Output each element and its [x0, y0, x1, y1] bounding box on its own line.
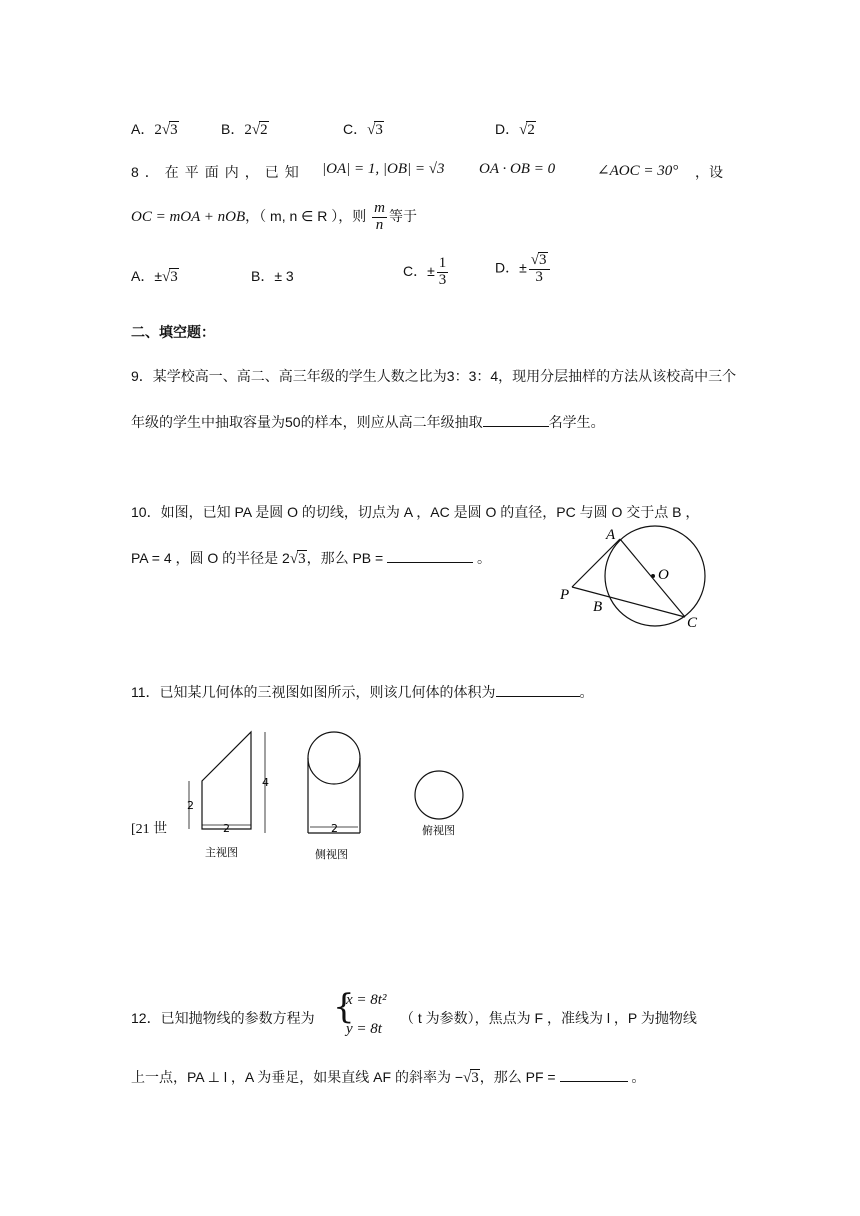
- q8-option-d: D．± $\frac{√3}{3}$: [495, 252, 552, 286]
- label-a: A: [606, 527, 616, 543]
- q8-set: ，设: [695, 164, 723, 180]
- q12-line2: 上一点，PA ⊥ l ，A 为垂足，如果直线 AF 的斜率为 −√3，那么 PF = 。: [131, 1069, 646, 1086]
- q8-condition-1: |OA| = 1, |OB| = √3: [322, 161, 445, 177]
- q12-brace: {: [333, 987, 355, 1027]
- q10-line2: PA = 4 ，圆 O 的半径是 2√3，那么 PB = 。: [131, 550, 491, 567]
- dim-2-side: 2: [331, 822, 338, 835]
- q8-line2: OC = mOA + nOB，（ m, n ∈ R ），则 $\frac{m}{n}$ 等于: [131, 200, 417, 233]
- label-b: B: [593, 599, 603, 615]
- label-p: P: [560, 587, 570, 603]
- dim-4: 4: [262, 776, 269, 789]
- q8-fraction: $\frac{m}{n}$: [374, 200, 385, 233]
- q7-option-c: C．√3: [343, 121, 383, 138]
- q8-expression: OC = mOA + nOB: [131, 208, 246, 225]
- label-c: C: [687, 615, 698, 631]
- q11-line1: 11．已知某几何体的三视图如图所示，则该几何体的体积为 。: [131, 684, 594, 700]
- q9-line2: 年级的学生中抽取容量为50的样本，则应从高二年级抽取 名学生。: [131, 414, 605, 430]
- dim-2-left: 2: [187, 799, 194, 812]
- section-heading: 二、填空题：: [131, 324, 215, 340]
- q10-line1: 10．如图，已知 PA 是圆 O 的切线，切点为 A ，AC 是圆 O 的直径，PC 与圆 O 交于点 B ，: [131, 504, 700, 520]
- q12-answer-blank[interactable]: [560, 1067, 628, 1082]
- side-view-circle: [308, 732, 360, 784]
- tangent-pa: [572, 539, 620, 587]
- q9-line1: 9．某学校高一、高二、高三年级的学生人数之比为3：3：4，现用分层抽样的方法从该校高中三个: [131, 368, 737, 384]
- q9-answer-blank[interactable]: [483, 412, 549, 427]
- q10-circle-figure: [550, 525, 720, 635]
- q8-condition-3: ∠AOC = 30°: [597, 163, 679, 179]
- q7-option-a: A．2√3: [131, 121, 178, 138]
- dim-2-bottom: 2: [223, 822, 230, 835]
- q8-option-c: C．± $\frac{1}{3}$: [403, 255, 447, 288]
- center-point: [651, 574, 655, 578]
- q8-option-a: A．±√3: [131, 268, 178, 285]
- q7-option-b: B．2√2: [221, 121, 268, 138]
- diameter-ac: [620, 539, 685, 617]
- q7-options: [131, 119, 179, 139]
- front-view-caption: 主视图: [205, 846, 238, 859]
- stray-text: [21 世: [131, 822, 168, 837]
- q12-equation-1: x = 8t²: [346, 992, 387, 1008]
- q12-line1-start: 12．已知抛物线的参数方程为: [131, 1010, 315, 1026]
- q8-option-b: B．± 3: [251, 268, 294, 284]
- label-o: O: [658, 567, 669, 583]
- q12-equation-2: y = 8t: [346, 1021, 382, 1037]
- q11-answer-blank[interactable]: [496, 682, 580, 697]
- q7-option-d: D．√2: [495, 121, 535, 138]
- q8-condition-2: OA · OB = 0: [479, 161, 556, 177]
- top-view-circle: [415, 771, 463, 819]
- front-view-shape: [202, 732, 251, 829]
- q8-stem-start: 8．在平面内，已知: [131, 164, 305, 180]
- q12-line1-end: （ t 为参数），焦点为 F ，准线为 l ，P 为抛物线: [400, 1010, 697, 1026]
- side-view-caption: 侧视图: [315, 848, 348, 861]
- q10-answer-blank[interactable]: [387, 548, 473, 563]
- top-view-caption: 俯视图: [422, 824, 455, 837]
- q11-three-view-figure: [125, 722, 485, 867]
- secant-pc: [572, 587, 685, 617]
